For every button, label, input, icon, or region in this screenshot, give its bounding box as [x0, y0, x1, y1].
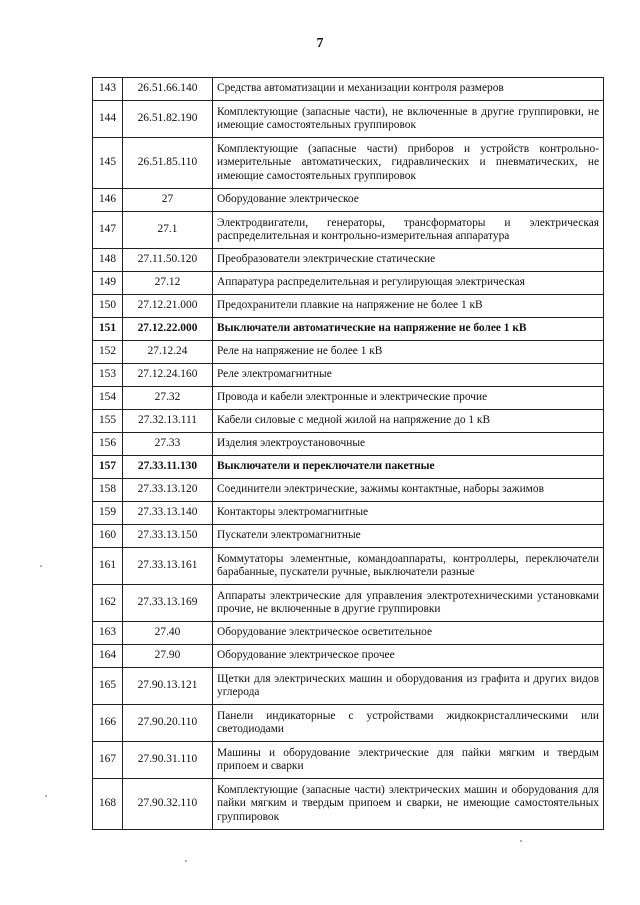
item-name-cell: Коммутаторы элементные, командоаппараты, контроллеры, переключатели барабанные, пускатели ручные, выключатели разные [213, 548, 604, 585]
okpd-code-cell: 27.33.13.169 [123, 585, 213, 622]
table-row [93, 410, 604, 433]
table-row [93, 189, 604, 212]
row-number-cell: 151 [93, 318, 123, 341]
item-name-cell: Оборудование электрическое прочее [213, 645, 604, 668]
table-row [93, 78, 604, 101]
okpd-code-cell: 27.12.22.000 [123, 318, 213, 341]
okpd-code-cell: 27.32.13.111 [123, 410, 213, 433]
scan-speck [45, 795, 47, 797]
table-row [93, 272, 604, 295]
row-number-cell: 150 [93, 295, 123, 318]
table-row [93, 705, 604, 742]
item-name-cell: Комплектующие (запасные части) электрических машин и оборудования для пайки мягким и твердым припоем и сварки, не имеющие самостоятельных группировок [213, 779, 604, 830]
okpd-code-cell: 27.12.24 [123, 341, 213, 364]
item-name-cell: Выключатели автоматические на напряжение не более 1 кВ [213, 318, 604, 341]
row-number-cell: 153 [93, 364, 123, 387]
row-number-cell: 167 [93, 742, 123, 779]
table-row [93, 456, 604, 479]
okpd-table [92, 77, 604, 830]
row-number-cell: 154 [93, 387, 123, 410]
okpd-table-body [93, 78, 604, 830]
row-number-cell: 156 [93, 433, 123, 456]
okpd-code-cell: 27.33.13.140 [123, 502, 213, 525]
row-number-cell: 162 [93, 585, 123, 622]
okpd-code-cell: 27.90 [123, 645, 213, 668]
okpd-code-cell: 27.90.20.110 [123, 705, 213, 742]
table-row [93, 341, 604, 364]
item-name-cell: Оборудование электрическое [213, 189, 604, 212]
row-number-cell: 145 [93, 138, 123, 189]
item-name-cell: Пускатели электромагнитные [213, 525, 604, 548]
row-number-cell: 159 [93, 502, 123, 525]
row-number-cell: 160 [93, 525, 123, 548]
row-number-cell: 143 [93, 78, 123, 101]
table-row [93, 742, 604, 779]
item-name-cell: Щетки для электрических машин и оборудования из графита и других видов углерода [213, 668, 604, 705]
table-row [93, 622, 604, 645]
item-name-cell: Преобразователи электрические статические [213, 249, 604, 272]
row-number-cell: 168 [93, 779, 123, 830]
okpd-code-cell: 27.1 [123, 212, 213, 249]
table-row [93, 525, 604, 548]
row-number-cell: 146 [93, 189, 123, 212]
item-name-cell: Средства автоматизации и механизации контроля размеров [213, 78, 604, 101]
table-row [93, 364, 604, 387]
row-number-cell: 164 [93, 645, 123, 668]
item-name-cell: Оборудование электрическое осветительное [213, 622, 604, 645]
table-row [93, 295, 604, 318]
item-name-cell: Панели индикаторные с устройствами жидкокристаллическими или светодиодами [213, 705, 604, 742]
table-row [93, 548, 604, 585]
row-number-cell: 152 [93, 341, 123, 364]
row-number-cell: 165 [93, 668, 123, 705]
item-name-cell: Соединители электрические, зажимы контактные, наборы зажимов [213, 479, 604, 502]
row-number-cell: 161 [93, 548, 123, 585]
row-number-cell: 166 [93, 705, 123, 742]
page-number: 7 [316, 36, 324, 51]
row-number-cell: 155 [93, 410, 123, 433]
okpd-code-cell: 27.90.32.110 [123, 779, 213, 830]
item-name-cell: Кабели силовые с медной жилой на напряжение до 1 кВ [213, 410, 604, 433]
row-number-cell: 147 [93, 212, 123, 249]
table-row [93, 479, 604, 502]
table-row [93, 249, 604, 272]
okpd-code-cell: 26.51.82.190 [123, 101, 213, 138]
row-number-cell: 163 [93, 622, 123, 645]
okpd-code-cell: 26.51.66.140 [123, 78, 213, 101]
item-name-cell: Электродвигатели, генераторы, трансформаторы и электрическая распределительная и контрольно-измерительная аппаратура [213, 212, 604, 249]
item-name-cell: Комплектующие (запасные части) приборов и устройств контрольно-измерительные автоматических, гидравлических и пневматических, не имеющие самостоятельных группировок [213, 138, 604, 189]
item-name-cell: Реле на напряжение не более 1 кВ [213, 341, 604, 364]
table-row [93, 318, 604, 341]
okpd-code-cell: 27.12.21.000 [123, 295, 213, 318]
table-row [93, 668, 604, 705]
okpd-code-cell: 27.11.50.120 [123, 249, 213, 272]
okpd-code-cell: 26.51.85.110 [123, 138, 213, 189]
item-name-cell: Контакторы электромагнитные [213, 502, 604, 525]
okpd-code-cell: 27.12 [123, 272, 213, 295]
okpd-code-cell: 27.90.31.110 [123, 742, 213, 779]
okpd-code-cell: 27.33.13.150 [123, 525, 213, 548]
table-row [93, 502, 604, 525]
okpd-code-cell: 27 [123, 189, 213, 212]
item-name-cell: Выключатели и переключатели пакетные [213, 456, 604, 479]
okpd-code-cell: 27.33.13.161 [123, 548, 213, 585]
item-name-cell: Аппаратура распределительная и регулирующая электрическая [213, 272, 604, 295]
table-row [93, 779, 604, 830]
item-name-cell: Провода и кабели электронные и электрические прочие [213, 387, 604, 410]
table-row [93, 433, 604, 456]
scan-speck [185, 860, 187, 862]
row-number-cell: 149 [93, 272, 123, 295]
table-row [93, 138, 604, 189]
table-row [93, 101, 604, 138]
item-name-cell: Предохранители плавкие на напряжение не более 1 кВ [213, 295, 604, 318]
row-number-cell: 144 [93, 101, 123, 138]
scan-speck [520, 840, 522, 842]
table-row [93, 645, 604, 668]
okpd-code-cell: 27.33.11.130 [123, 456, 213, 479]
okpd-code-cell: 27.90.13.121 [123, 668, 213, 705]
okpd-code-cell: 27.12.24.160 [123, 364, 213, 387]
table-row [93, 585, 604, 622]
okpd-code-cell: 27.40 [123, 622, 213, 645]
row-number-cell: 157 [93, 456, 123, 479]
okpd-code-cell: 27.33 [123, 433, 213, 456]
row-number-cell: 148 [93, 249, 123, 272]
item-name-cell: Аппараты электрические для управления электротехническими установками прочие, не включенные в другие группировки [213, 585, 604, 622]
table-row [93, 387, 604, 410]
table-row [93, 212, 604, 249]
item-name-cell: Комплектующие (запасные части), не включенные в другие группировки, не имеющие самостоятельных группировок [213, 101, 604, 138]
item-name-cell: Изделия электроустановочные [213, 433, 604, 456]
item-name-cell: Реле электромагнитные [213, 364, 604, 387]
item-name-cell: Машины и оборудование электрические для пайки мягким и твердым припоем и сварки [213, 742, 604, 779]
row-number-cell: 158 [93, 479, 123, 502]
okpd-code-cell: 27.32 [123, 387, 213, 410]
okpd-code-cell: 27.33.13.120 [123, 479, 213, 502]
scan-speck [40, 565, 42, 567]
